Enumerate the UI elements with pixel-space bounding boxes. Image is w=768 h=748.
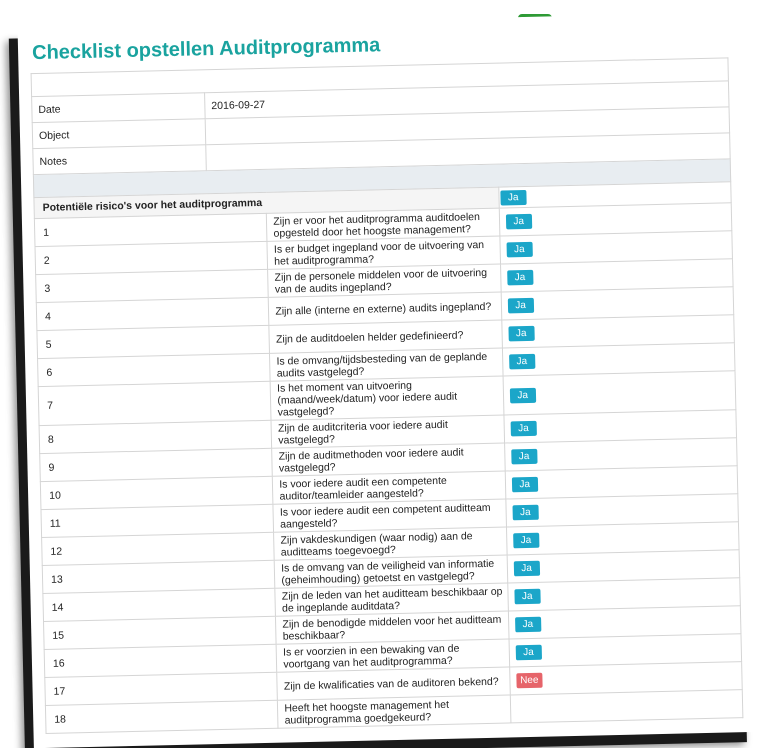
info-label: Date bbox=[32, 93, 206, 123]
answer-badge-yes[interactable]: Ja bbox=[511, 449, 537, 465]
answer-badge-yes[interactable]: Ja bbox=[513, 561, 539, 577]
answer-badge-yes[interactable]: Ja bbox=[506, 242, 532, 258]
answer-cell bbox=[503, 371, 736, 415]
question-text: Zijn de auditcriteria voor iedere audit vastgelegd? bbox=[271, 415, 504, 448]
question-number: 8 bbox=[39, 420, 272, 453]
answer-badge-yes[interactable]: Ja bbox=[513, 533, 539, 549]
question-text: Is er budget ingepland voor de uitvoering van het auditprogramma? bbox=[267, 236, 500, 269]
info-label: Notes bbox=[33, 145, 207, 175]
question-text: Zijn de kwalificaties van de auditoren bekend? bbox=[277, 667, 510, 700]
question-number: 14 bbox=[43, 588, 276, 621]
answer-badge-yes[interactable]: Ja bbox=[500, 189, 526, 205]
question-text: Is voor iedere audit een competent auditteam aangesteld? bbox=[273, 499, 506, 532]
question-number: 5 bbox=[37, 325, 270, 358]
answer-cell bbox=[510, 690, 743, 723]
answer-badge-yes[interactable]: Ja bbox=[515, 645, 541, 661]
question-number: 12 bbox=[42, 532, 275, 565]
question-number: 3 bbox=[36, 269, 269, 302]
question-text: Heeft het hoogste management het auditprogramma goedgekeurd? bbox=[278, 695, 511, 728]
answer-badge-yes[interactable]: Ja bbox=[510, 421, 536, 437]
question-number: 4 bbox=[36, 297, 269, 330]
question-text: Zijn de auditdoelen helder gedefinieerd? bbox=[269, 320, 502, 353]
question-number: 10 bbox=[40, 476, 273, 509]
question-text: Zijn alle (interne en externe) audits ingepland? bbox=[269, 292, 502, 325]
answer-badge-no[interactable]: Nee bbox=[516, 673, 543, 689]
answer-badge-yes[interactable]: Ja bbox=[508, 326, 534, 342]
answer-badge-yes[interactable]: Ja bbox=[507, 270, 533, 286]
question-number: 13 bbox=[42, 560, 275, 593]
question-text: Is de omvang van de veiligheid van informatie (geheimhouding) getoetst en vastgelegd? bbox=[275, 555, 508, 588]
question-number: 7 bbox=[38, 381, 271, 425]
question-number: 1 bbox=[34, 213, 267, 246]
answer-badge-yes[interactable]: Ja bbox=[514, 589, 540, 605]
answer-badge-yes[interactable]: Ja bbox=[512, 477, 538, 493]
answer-badge-yes[interactable]: Ja bbox=[509, 387, 535, 403]
question-text: Zijn er voor het auditprogramma auditdoelen opgesteld door het hoogste management? bbox=[267, 208, 500, 241]
question-text: Zijn vakdeskundigen (waar nodig) aan de auditteams toegevoegd? bbox=[274, 527, 507, 560]
question-number: 15 bbox=[44, 616, 277, 649]
question-text: Is de omvang/tijdsbesteding van de geplande audits vastgelegd? bbox=[270, 348, 503, 381]
question-text: Zijn de personele middelen voor de uitvoering van de audits ingepland? bbox=[268, 264, 501, 297]
question-text: Is er voorzien in een bewaking van de voortgang van het auditprogramma? bbox=[276, 639, 509, 672]
question-text: Zijn de leden van het auditteam beschikbaar op de ingeplande auditdata? bbox=[275, 583, 508, 616]
answer-badge-yes[interactable]: Ja bbox=[512, 505, 538, 521]
question-text: Zijn de benodigde middelen voor het auditteam beschikbaar? bbox=[276, 611, 509, 644]
question-number: 18 bbox=[45, 700, 278, 733]
answer-badge-yes[interactable]: Ja bbox=[507, 298, 533, 314]
info-label: Object bbox=[32, 119, 206, 149]
checklist-document bbox=[18, 12, 756, 748]
question-number: 6 bbox=[38, 353, 271, 386]
question-table bbox=[33, 181, 743, 734]
question-text: Is voor iedere audit een competente auditor/teamleider aangesteld? bbox=[273, 471, 506, 504]
section-heading: Potentiële risico's voor het auditprogramma bbox=[34, 187, 499, 219]
question-text: Is het moment van uitvoering (maand/week/datum) voor iedere audit vastgelegd? bbox=[270, 376, 503, 420]
question-number: 16 bbox=[44, 644, 277, 677]
question-number: 11 bbox=[41, 504, 274, 537]
question-text: Zijn de auditmethoden voor iedere audit vastgelegd? bbox=[272, 443, 505, 476]
question-number: 9 bbox=[40, 448, 273, 481]
answer-badge-yes[interactable]: Ja bbox=[515, 617, 541, 633]
answer-badge-yes[interactable]: Ja bbox=[506, 214, 532, 230]
checklist-sheet bbox=[18, 12, 756, 748]
question-number: 2 bbox=[35, 241, 268, 274]
info-value-date[interactable]: 2016-09-27 bbox=[205, 81, 729, 119]
page-title: Checklist opstellen Auditprogramma bbox=[31, 34, 381, 65]
question-number: 17 bbox=[45, 672, 278, 705]
answer-badge-yes[interactable]: Ja bbox=[509, 354, 535, 370]
